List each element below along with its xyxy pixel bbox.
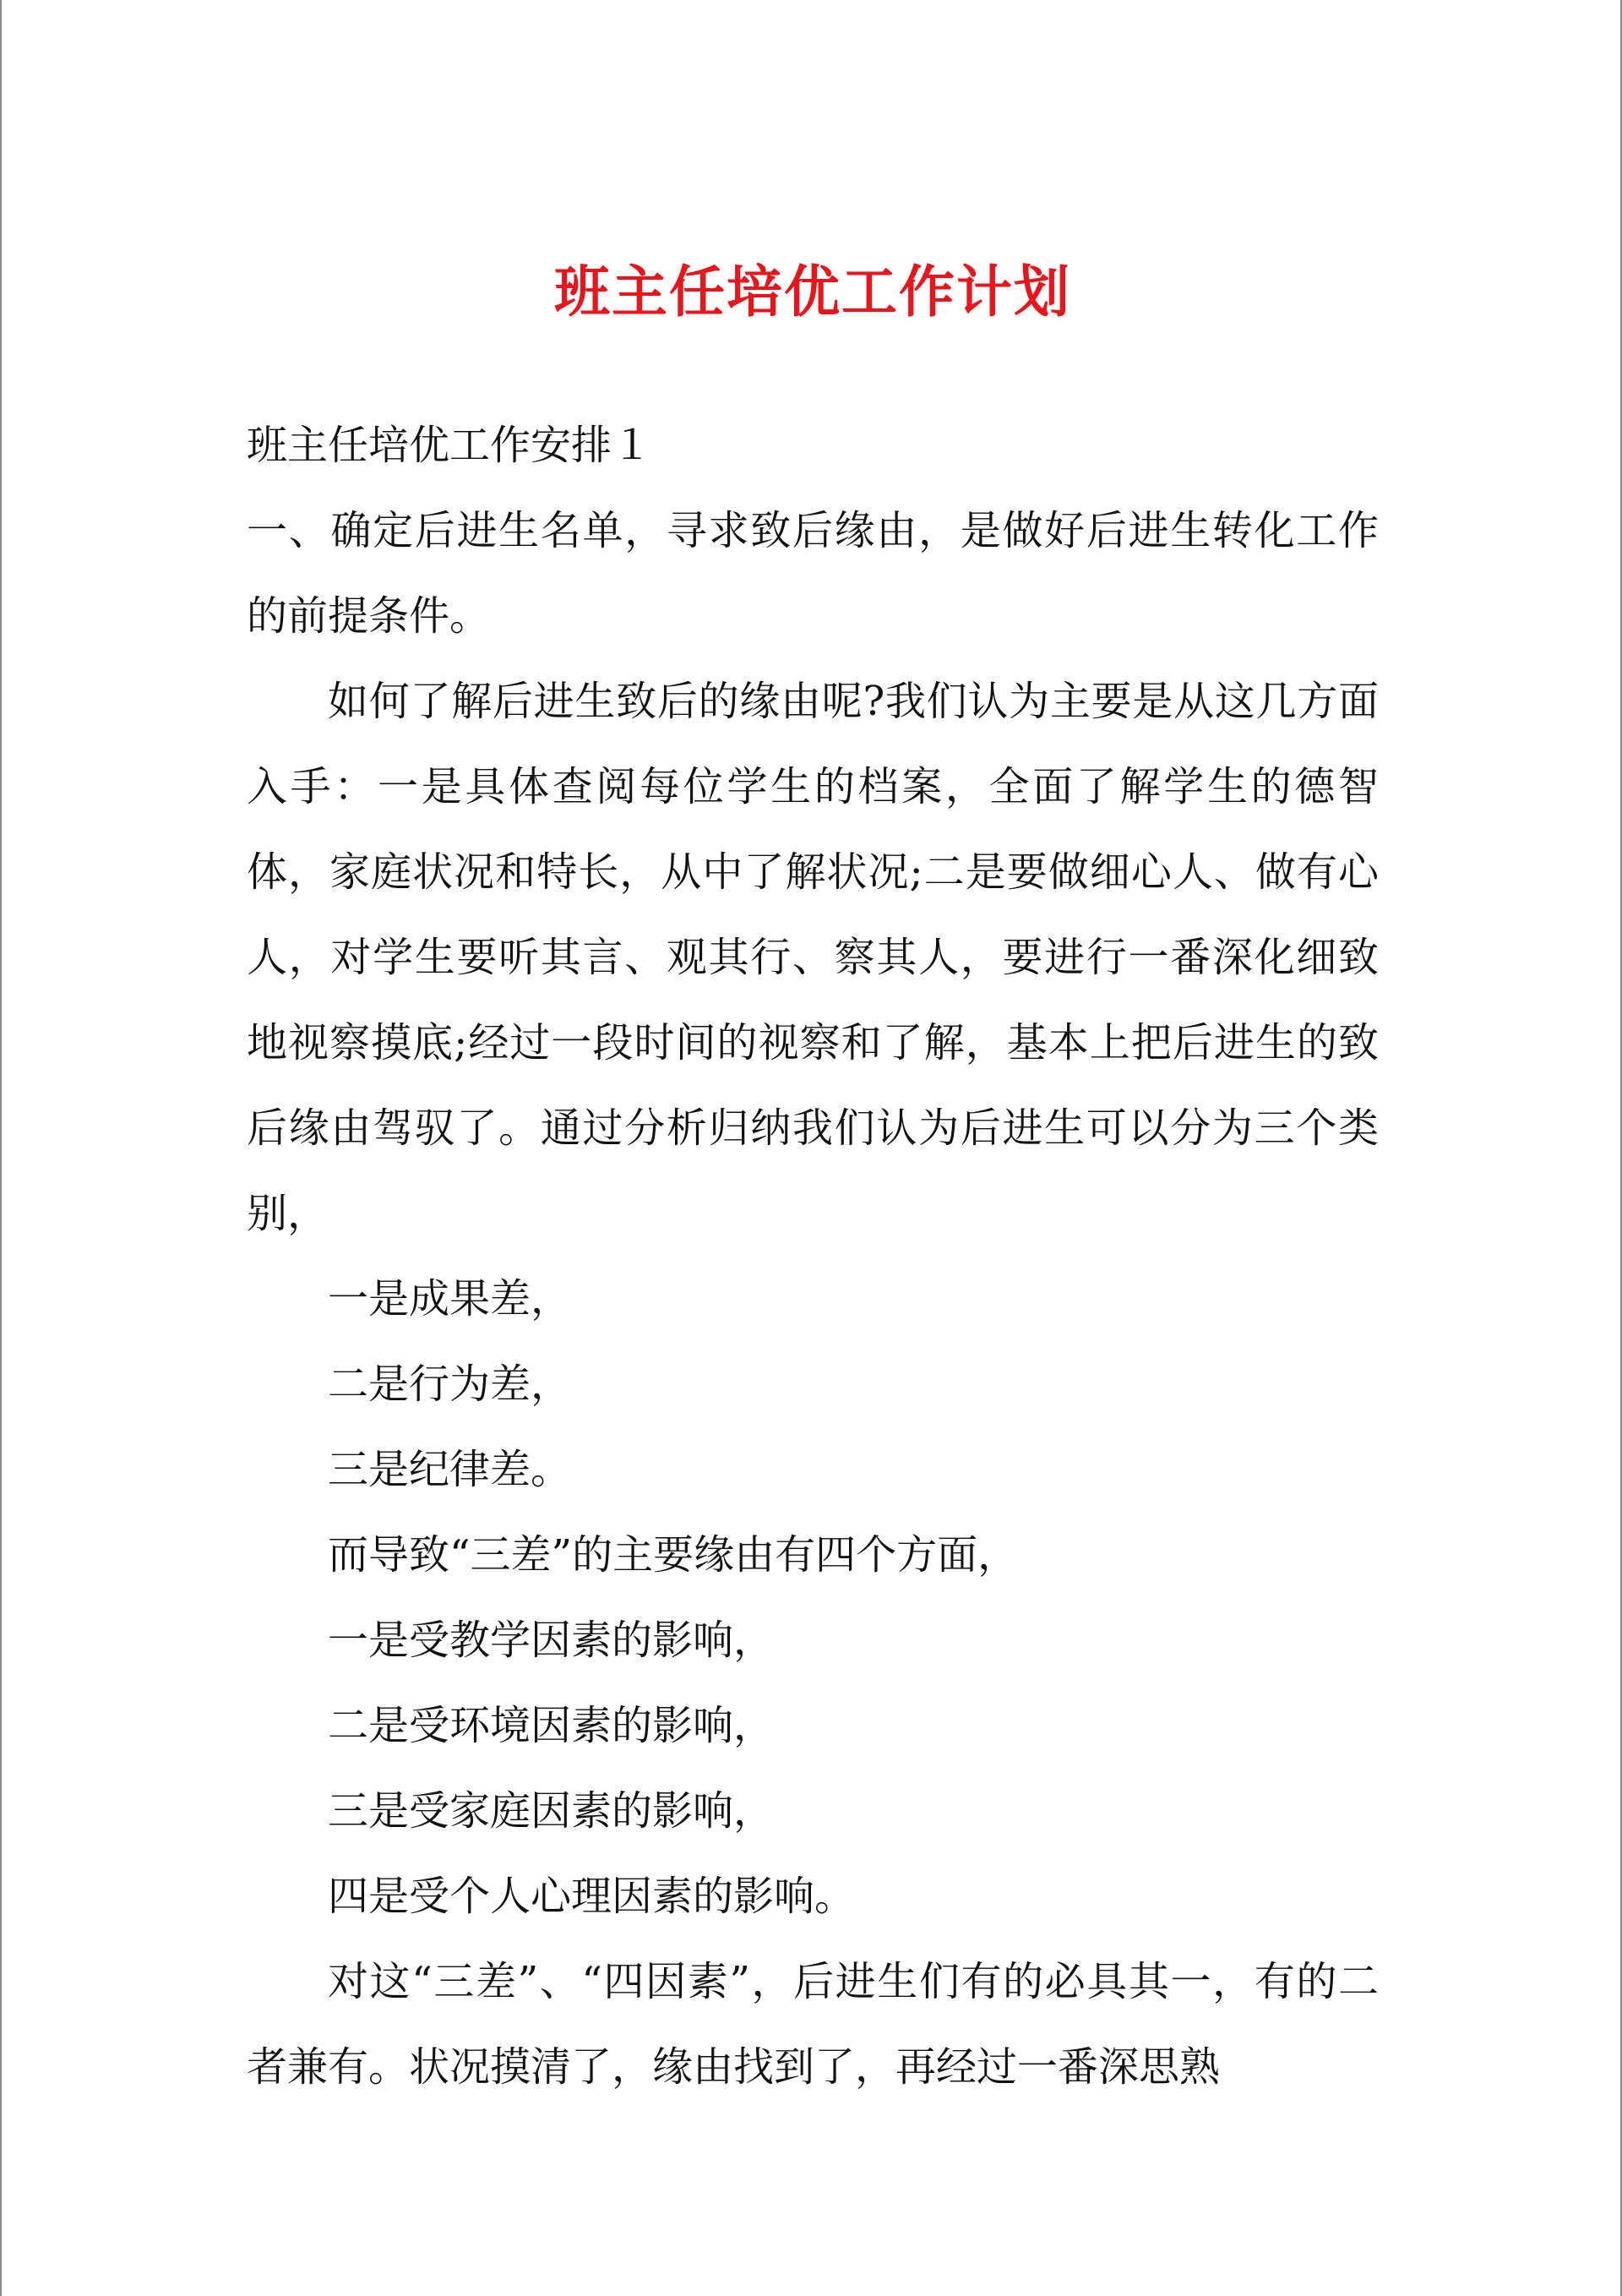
- document-title: 班主任培优工作计划: [554, 259, 1071, 324]
- paragraph: 而导致“三差”的主要缘由有四个方面，: [328, 1531, 1019, 1579]
- paragraph: 三是纪律差。: [328, 1446, 572, 1493]
- paragraph: 四是受个人心理因素的影响。: [328, 1873, 856, 1920]
- document-body: [247, 403, 1379, 2110]
- paragraph: 二是受环境因素的影响，: [328, 1702, 775, 1749]
- paragraph: 一、确定后进生名单，寻求致后缘由，是做好后进生转化工作的前提条件。: [247, 507, 1379, 640]
- paragraph: 一是成果差，: [328, 1275, 572, 1323]
- paragraph: 一是受教学因素的影响，: [328, 1617, 775, 1664]
- paragraph: 如何了解后进生致后的缘由呢?我们认为主要是从这几方面入手：一是具体查阅每位学生的档案，全面了解学生的德智体，家庭状况和特长，从中了解状况;二是要做细心人、做有心人，对学生要听其言、观其行、察其人，要进行一番深化细致地视察摸底;经过一段时间的视察和了解，基本上把后进生的致后缘由驾驭了。通过分析归纳我们认为后进生可以分为三个类别，: [247, 678, 1379, 1237]
- paragraph: 三是受家庭因素的影响，: [328, 1787, 775, 1835]
- paragraph: 对这“三差”、“四因素”，后进生们有的必具其一，有的二者兼有。状况摸清了，缘由找到了，再经过一番深思熟: [247, 1958, 1379, 2091]
- paragraph: 班主任培优工作安排１: [247, 422, 653, 469]
- paragraph: 二是行为差，: [328, 1361, 572, 1408]
